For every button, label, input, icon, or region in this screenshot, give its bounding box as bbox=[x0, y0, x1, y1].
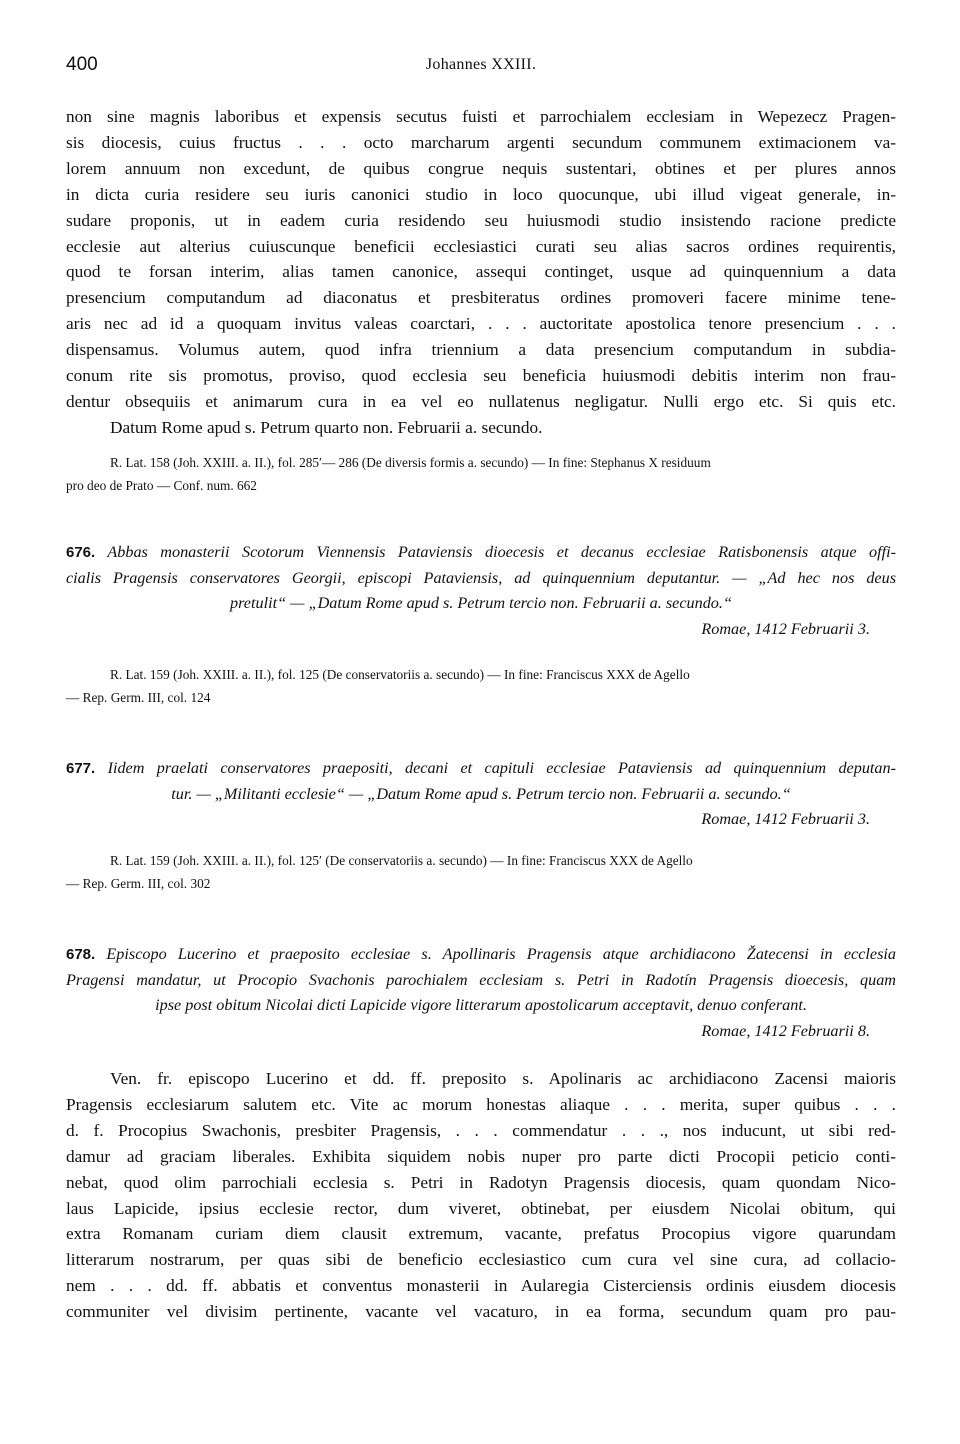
regest-text: Episcopo Lucerino et praeposito ecclesiae s. Apollinaris Pragensis atque archidiacono Žatecensi in ecclesia bbox=[106, 945, 896, 963]
text-line: Ven. fr. episcopo Lucerino et dd. ff. preposito s. Apolinaris ac archidiacono Zacensi maioris bbox=[110, 1069, 896, 1088]
text-line: aris nec ad id a quoquam invitus valeas coarctari, . . . auctoritate apostolica tenore presencium . . . bbox=[66, 314, 896, 334]
entry-676-source bbox=[66, 664, 896, 709]
entry-date: Romae, 1412 Februarii 3. bbox=[701, 810, 870, 828]
text-line: quod te forsan interim, alias tamen canonice, assequi continget, usque ad quinquennium a data bbox=[66, 262, 896, 282]
text-line: sis diocesis, cuius fructus . . . octo marcharum argenti secundum communem extimacionem va- bbox=[66, 132, 896, 152]
source-line: R. Lat. 158 (Joh. XXIII. a. II.), fol. 285′— 286 (De diversis formis a. secundo) — In fine: Stephanus X residuum bbox=[110, 455, 711, 470]
entry-number: 678. bbox=[66, 946, 96, 963]
entry-body-paragraph bbox=[66, 1066, 896, 1325]
entry-regest-line: Pragensi mandatur, ut Procopio Svachonis parochialem ecclesiam s. Petri in Radotín Pragensis dioecesis, quam bbox=[66, 970, 896, 989]
text-line: presencium computandum ad diaconatus et presbiteratus ordines promoveri facere minime tene- bbox=[66, 288, 896, 308]
entry-676 bbox=[66, 540, 896, 642]
entry-number: 676. bbox=[66, 544, 96, 561]
source-line: — Rep. Germ. III, col. 124 bbox=[66, 689, 211, 705]
entry-regest-center: pretulit“ — „Datum Rome apud s. Petrum tercio non. Februarii a. secundo.“ bbox=[230, 594, 732, 612]
entry-date: Romae, 1412 Februarii 3. bbox=[701, 619, 870, 638]
entry-regest-line: cialis Pragensis conservatores Georgii, episcopi Pataviensis, ad quinquennium deputantur. — „Ad hec nos deus bbox=[66, 568, 896, 587]
text-line: Pragensis ecclesiarum salutem etc. Vite ac morum honestas aliaque . . . merita, super quibus . . . bbox=[66, 1094, 896, 1114]
entry-regest-line bbox=[66, 756, 896, 782]
continued-paragraph bbox=[66, 104, 896, 441]
text-line: conum rite sis promotus, proviso, quod ecclesia seu beneficia huiusmodi debitis interim non frau- bbox=[66, 366, 896, 386]
text-line: litterarum nostrarum, per quas sibi de beneficio ecclesiastico cum cura vel sine cura, ad collacio- bbox=[66, 1250, 896, 1270]
entry-678-body bbox=[66, 1066, 896, 1325]
entry-677-source bbox=[66, 850, 896, 895]
continued-text-block bbox=[66, 104, 896, 441]
running-title: Johannes XXIII. bbox=[425, 56, 537, 73]
entry-677 bbox=[66, 756, 896, 833]
entry-date: Romae, 1412 Februarii 8. bbox=[701, 1021, 870, 1040]
datum-line: Datum Rome apud s. Petrum quarto non. Februarii a. secundo. bbox=[110, 417, 543, 437]
entry-regest-line bbox=[66, 540, 896, 566]
text-line: extra Romanam curiam diem clausit extremum, vacante, prefatus Procopius vigore quarundam bbox=[66, 1224, 896, 1244]
text-line: in dicta curia residere seu iuris canonici studio in loco quocunque, ubi illud vigeat generale, in- bbox=[66, 184, 896, 204]
text-line: dispensamus. Volumus autem, quod infra triennium a data presencium computandum in subdia- bbox=[66, 340, 896, 360]
page-header bbox=[66, 52, 896, 82]
text-line: sudare proponis, ut in eadem curia residendo seu huiusmodi studio insistendo racione predicte bbox=[66, 210, 896, 230]
text-line: damur ad graciam liberales. Exhibita siquidem nobis nuper pro parte dicti Procopii peticio conti- bbox=[66, 1146, 896, 1166]
text-line: ecclesie aut alterius cuiuscunque beneficii ecclesiastici curati seu alias sacros ordines requirentis, bbox=[66, 236, 896, 256]
page-number: 400 bbox=[66, 54, 98, 75]
source-line: — Rep. Germ. III, col. 302 bbox=[66, 875, 211, 891]
source-line: R. Lat. 159 (Joh. XXIII. a. II.), fol. 125′ (De conservatoriis a. secundo) — In fine: Franciscus XXX de Agello bbox=[110, 853, 693, 868]
entry-number: 677. bbox=[66, 760, 96, 777]
entry-678 bbox=[66, 942, 896, 1044]
entry-regest-center: tur. — „Militanti ecclesie“ — „Datum Rome apud s. Petrum tercio non. Februarii a. secundo.“ bbox=[171, 784, 791, 803]
text-line: nebat, quod olim parrochiali ecclesia s. Petri in Radotyn Pragensis diocesis, quam quondam Nico- bbox=[66, 1172, 896, 1192]
regest-text: Abbas monasterii Scotorum Viennensis Pataviensis dioecesis et decanus ecclesiae Ratisbonensis atque offi- bbox=[107, 543, 896, 561]
text-line: lorem annuum non excedunt, de quibus congrue nequis sustentari, obtines et per plures annos bbox=[66, 158, 896, 178]
text-line: d. f. Procopius Swachonis, presbiter Pragensis, . . . commendatur . . ., nos inducunt, ut sibi red- bbox=[66, 1120, 896, 1140]
text-line: laus Lapicide, ipsius ecclesie rector, dum viveret, obtinebat, per eiusdem Nicolai obitum, qui bbox=[66, 1198, 896, 1218]
entry-regest-center: ipse post obitum Nicolai dicti Lapicide vigore litterarum apostolicarum acceptavit, denuo conferant. bbox=[155, 996, 807, 1014]
source-line: R. Lat. 159 (Joh. XXIII. a. II.), fol. 125 (De conservatoriis a. secundo) — In fine: Franciscus XXX de Agello bbox=[110, 667, 690, 682]
text-line: communiter vel divisim pertinente, vacante vel vacaturo, in ea forma, secundum quam pro pau- bbox=[66, 1302, 896, 1322]
regest-text: Iidem praelati conservatores praepositi, decani et capituli ecclesiae Pataviensis ad quinquennium deputan- bbox=[107, 759, 896, 777]
text-line: nem . . . dd. ff. abbatis et conventus monasterii in Aularegia Cisterciensis ordinis eiusdem diocesis bbox=[66, 1276, 896, 1296]
entry-regest-line bbox=[66, 942, 896, 968]
text-line: dentur obsequiis et animarum cura in ea vel eo nullatenus negligatur. Nulli ergo etc. Si quis etc. bbox=[66, 391, 896, 411]
source-note bbox=[66, 452, 896, 497]
source-line: pro deo de Prato — Conf. num. 662 bbox=[66, 477, 257, 493]
text-line: non sine magnis laboribus et expensis secutus fuisti et parrochialem ecclesiam in Wepezecz Pragen- bbox=[66, 107, 896, 126]
